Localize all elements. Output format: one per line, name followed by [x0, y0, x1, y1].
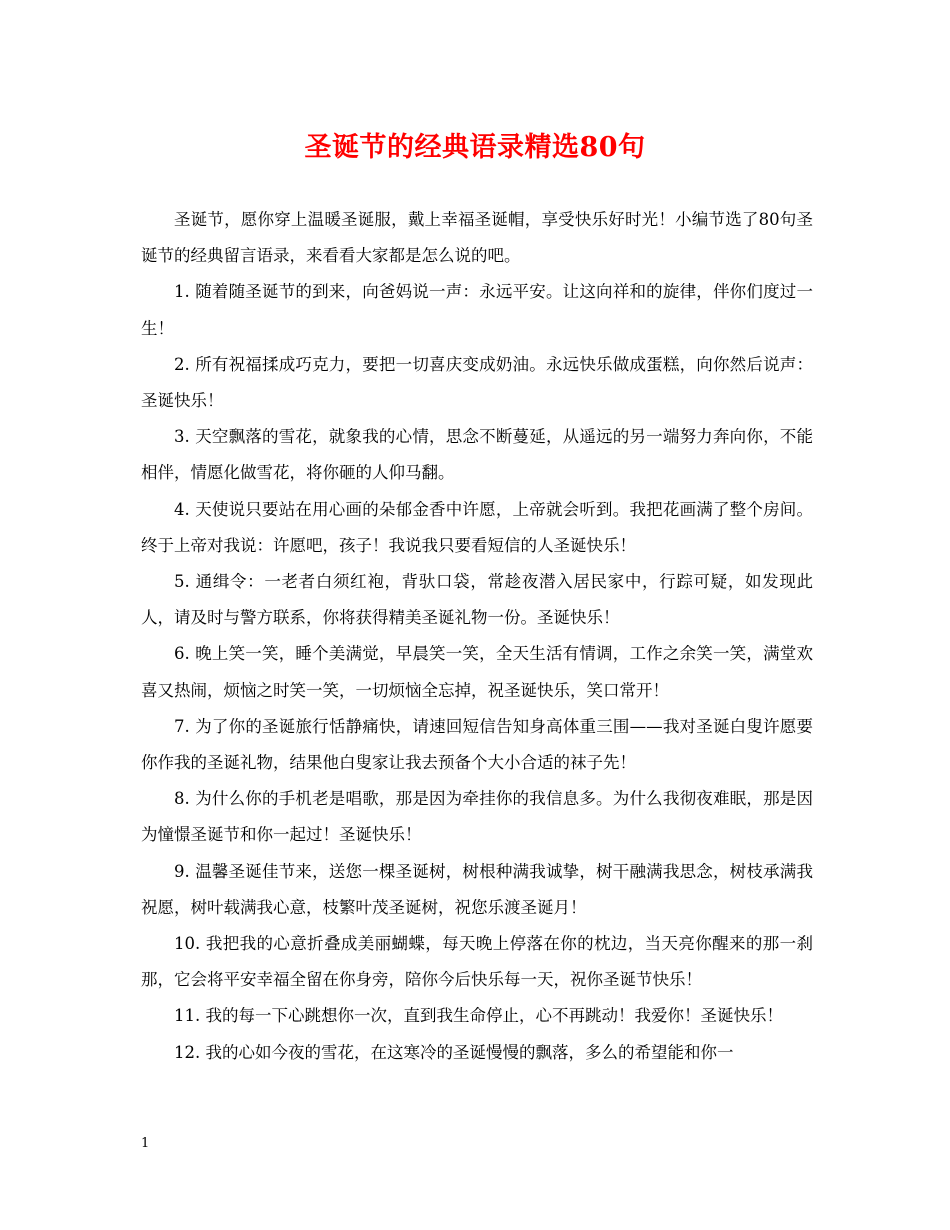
page-number: 1: [141, 1136, 150, 1151]
list-item: 4. 天使说只要站在用心画的朵郁金香中许愿，上帝就会听到。我把花画满了整个房间。终于上帝对我说：许愿吧，孩子！我说我只要看短信的人圣诞快乐！: [141, 499, 813, 555]
list-item: 7. 为了你的圣诞旅行恬静痛快，请速回短信告知身高体重三围——我对圣诞白叟许愿要你作我的圣诞礼物，结果他白叟家让我去预备个大小合适的袜子先！: [141, 716, 813, 773]
list-item: 9. 温馨圣诞佳节来，送您一棵圣诞树，树根种满我诚挚，树干融满我思念，树枝承满我祝愿，树叶载满我心意，枝繁叶茂圣诞树，祝您乐渡圣诞月！: [141, 861, 813, 917]
document-body: [141, 202, 813, 1071]
list-item: 10. 我把我的心意折叠成美丽蝴蝶，每天晚上停落在你的枕边，当天亮你醒来的那一刹那，它会将平安幸福全留在你身旁，陪你今后快乐每一天，祝你圣诞节快乐！: [141, 934, 813, 990]
list-item: 12. 我的心如今夜的雪花，在这寒冷的圣诞慢慢的飘落，多么的希望能和你一: [174, 1042, 734, 1062]
list-item: 2. 所有祝福揉成巧克力，要把一切喜庆变成奶油。永远快乐做成蛋糕，向你然后说声：圣诞快乐！: [141, 354, 813, 411]
list-item: 5. 通缉令：一老者白须红袍，背驮口袋，常趁夜潜入居民家中，行踪可疑，如发现此人，请及时与警方联系，你将获得精美圣诞礼物一份。圣诞快乐！: [141, 572, 813, 628]
list-item: 11. 我的每一下心跳想你一次，直到我生命停止，心不再跳动！我爱你！圣诞快乐！: [174, 1006, 783, 1026]
list-item: 8. 为什么你的手机老是唱歌，那是因为牵挂你的我信息多。为什么我彻夜难眠，那是因为憧憬圣诞节和你一起过！圣诞快乐！: [141, 789, 813, 845]
list-item: 1. 随着随圣诞节的到来，向爸妈说一声：永远平安。让这向祥和的旋律，伴你们度过一生！: [141, 282, 813, 338]
list-item: 3. 天空飘落的雪花，就象我的心情，思念不断蔓延，从遥远的另一端努力奔向你，不能相伴，情愿化做雪花，将你砸的人仰马翻。: [141, 427, 813, 483]
list-item: 6. 晚上笑一笑，睡个美满觉，早晨笑一笑，全天生活有情调，工作之余笑一笑，满堂欢喜又热闹，烦恼之时笑一笑，一切烦恼全忘掉，祝圣诞快乐，笑口常开！: [141, 644, 813, 700]
document-title: 圣诞节的经典语录精选80句: [304, 132, 646, 163]
intro-paragraph: 圣诞节，愿你穿上温暖圣诞服，戴上幸福圣诞帽，享受快乐好时光！小编节选了80句圣诞节的经典留言语录，来看看大家都是怎么说的吧。: [141, 210, 813, 266]
